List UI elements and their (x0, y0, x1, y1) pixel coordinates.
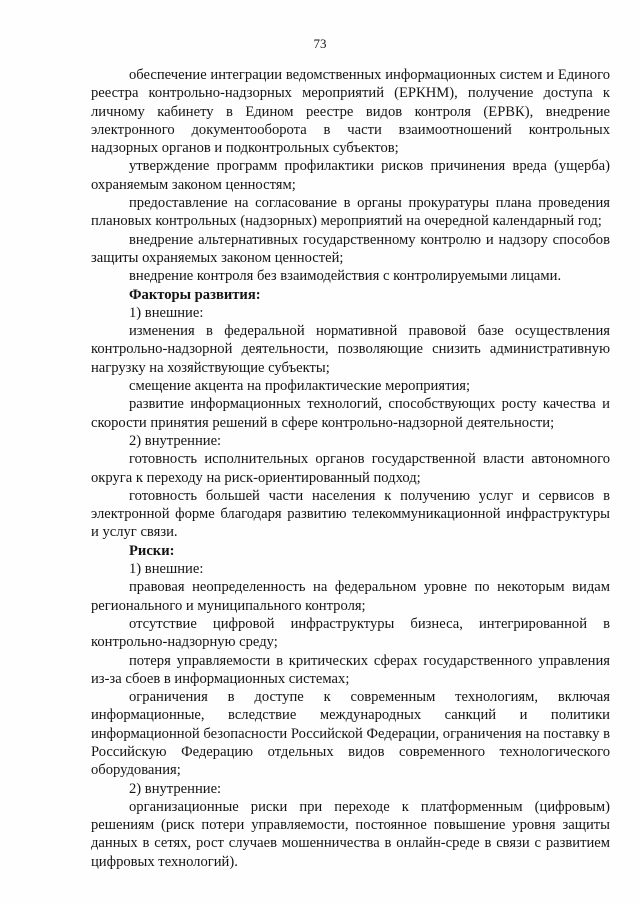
page-number: 73 (313, 36, 327, 51)
body-paragraph: потеря управляемости в критических сферах государственного управления из-за сбоев в информационных системах; (91, 652, 610, 687)
body-paragraph: предоставление на согласование в органы прокуратуры плана проведения плановых контрольных (надзорных) мероприятий на очередной календарный год; (91, 195, 610, 230)
body-paragraph: организационные риски при переходе к платформенным (цифровым) решениям (риск потери управляемости, постоянное повышение уровня защиты данных в сетях, рост случаев мошенничества в онлайн-среде в связи с развитием цифровых технологий). (91, 798, 610, 870)
section-heading: Факторы развития: (129, 286, 261, 303)
body-paragraph: правовая неопределенность на федеральном уровне по некоторым видам регионального и муниципального контроля; (91, 579, 610, 614)
subsection-label: 1) внешние: (129, 304, 204, 321)
body-paragraph: развитие информационных технологий, способствующих росту качества и скорости принятия решений в сфере контрольно-надзорной деятельности; (91, 396, 610, 431)
body-paragraph: готовность большей части населения к получению услуг и сервисов в электронной форме благодаря развитию телекоммуникационной инфраструктуры и услуг связи. (91, 487, 610, 541)
body-paragraph: смещение акцента на профилактические мероприятия; (129, 378, 471, 395)
body-paragraph: изменения в федеральной нормативной правовой базе осуществления контрольно-надзорной деятельности, позволяющие снизить административную нагрузку на хозяйствующие субъекты; (91, 323, 610, 376)
subsection-label: 2) внутренние: (129, 780, 222, 797)
body-paragraph: обеспечение интеграции ведомственных информационных систем и Единого реестра контрольно-надзорных мероприятий (ЕРКНМ), получение доступа к личному кабинету в Едином реестре видов контроля (ЕРВК), внедрение электронного документооборота в части взаимоотношений контрольных надзорных органов и подконтрольных субъектов; (91, 67, 610, 157)
body-paragraph: утверждение программ профилактики рисков причинения вреда (ущерба) охраняемым законом ценностям; (91, 158, 610, 193)
body-paragraph: отсутствие цифровой инфраструктуры бизнеса, интегрированной в контрольно-надзорную среду; (91, 615, 610, 651)
subsection-label: 1) внешние: (129, 561, 204, 578)
document-body (91, 66, 610, 871)
body-paragraph: внедрение контроля без взаимодействия с контролируемыми лицами. (129, 268, 562, 285)
section-heading: Риски: (129, 542, 175, 559)
body-paragraph: ограничения в доступе к современным технологиям, включая информационные, вследствие международных санкций и политики информационной безопасности Российской Федерации, ограничения на поставку в Российскую Федерацию отдельных видов современного технологического оборудования; (91, 689, 610, 779)
body-paragraph: готовность исполнительных органов государственной власти автономного округа к переходу на риск-ориентированный подход; (91, 451, 610, 486)
subsection-label: 2) внутренние: (129, 432, 222, 449)
body-paragraph: внедрение альтернативных государственному контролю и надзору способов защиты охраняемых законом ценностей; (91, 231, 610, 266)
